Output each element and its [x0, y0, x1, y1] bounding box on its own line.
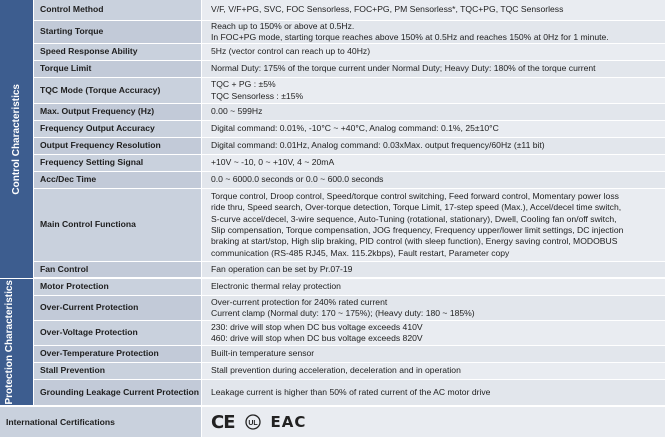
spec-value [202, 346, 665, 362]
spec-value-line: 0.0 ~ 6000.0 seconds or 0.0 ~ 600.0 seconds [211, 174, 384, 185]
spec-value [202, 44, 665, 60]
spec-value-line: +10V ~ -10, 0 ~ +10V, 4 ~ 20mA [211, 157, 335, 168]
category-protection-label: Protection Characteristics [3, 279, 15, 405]
spec-value-line: 5Hz (vector control can reach up to 40Hz) [211, 46, 371, 57]
category-protection [0, 279, 33, 405]
spec-value [202, 363, 665, 379]
spec-value-line: Leakage current is higher than 50% of rated current of the AC motor drive [211, 386, 491, 397]
spec-value [202, 296, 665, 320]
spec-label: Max. Output Frequency (Hz) [34, 104, 202, 120]
spec-value-line: Built-in temperature sensor [211, 348, 315, 359]
spec-label: Starting Torque [34, 21, 202, 43]
spec-row [34, 0, 665, 21]
spec-row [34, 61, 665, 78]
spec-row [34, 78, 665, 104]
spec-value-line: Over-current protection for 240% rated current [211, 296, 388, 307]
spec-value [202, 104, 665, 120]
spec-row [34, 121, 665, 138]
spec-label: Over-Voltage Protection [34, 321, 202, 345]
spec-value-line: 460: drive will stop when DC bus voltage exceeds 820V [211, 333, 423, 343]
spec-value-line: Electronic thermal relay protection [211, 281, 341, 292]
spec-value [202, 172, 665, 188]
ce-mark-icon: CE [211, 411, 235, 433]
spec-value [202, 78, 665, 103]
certifications-logos [202, 407, 665, 437]
spec-label: Acc/Dec Time [34, 172, 202, 188]
spec-row [34, 189, 665, 262]
spec-value-line: Stall prevention during acceleration, deceleration and in operation [211, 365, 461, 376]
spec-value-line: Normal Duty: 175% of the torque current under Normal Duty; Heavy Duty: 180% of the torque current [211, 63, 596, 74]
spec-value [202, 155, 665, 171]
spec-value-line: Fan operation can be set by Pr.07-19 [211, 263, 353, 274]
category-control-label: Control Characteristics [10, 83, 22, 195]
spec-value-line: Reach up to 150% or above at 0.5Hz. [211, 20, 355, 31]
spec-label: Output Frequency Resolution [34, 138, 202, 154]
certifications-row [0, 406, 665, 437]
eac-mark-icon: EAC [270, 413, 307, 431]
spec-label: Speed Response Ability [34, 44, 202, 60]
spec-label: Motor Protection [34, 279, 202, 295]
spec-value [202, 380, 665, 405]
spec-value-line: Current clamp (Normal duty: 170 ~ 175%); (Heavy duty: 180 ~ 185%) [211, 308, 475, 318]
spec-row [34, 138, 665, 155]
category-control [0, 0, 33, 278]
spec-value-line: V/F, V/F+PG, SVC, FOC Sensorless, FOC+PG, PM Sensorless*, TQC+PG, TQC Sensorless [211, 4, 564, 15]
spec-value-line: Digital command: 0.01Hz, Analog command: 0.03xMax. output frequency/60Hz (±11 bit) [211, 140, 545, 151]
spec-value-line: 230: drive will stop when DC bus voltage exceeds 410V [211, 321, 423, 332]
spec-value-line: TQC Sensorless : ±15% [211, 90, 304, 101]
spec-row [34, 296, 665, 321]
spec-value-line: Torque control, Droop control, Speed/torque control switching, Feed forward control, Momentary power loss [211, 190, 619, 201]
spec-value [202, 0, 665, 20]
spec-label: Torque Limit [34, 61, 202, 77]
spec-label: Grounding Leakage Current Protection [34, 380, 202, 405]
spec-value [202, 262, 665, 277]
spec-label: Over-Temperature Protection [34, 346, 202, 362]
spec-label: Over-Current Protection [34, 296, 202, 320]
spec-row [34, 262, 665, 278]
ul-mark-icon [245, 414, 261, 430]
spec-label: Main Control Functiona [34, 189, 202, 261]
spec-label: Frequency Setting Signal [34, 155, 202, 171]
spec-value-line: TQC + PG : ±5% [211, 79, 276, 90]
spec-value-line: braking at start/stop, High slip braking, PID control (with sleep function), Energy saving control, MODOBUS [211, 236, 618, 247]
spec-value [202, 121, 665, 137]
spec-label: Fan Control [34, 262, 202, 277]
spec-row [34, 104, 665, 121]
spec-row [34, 155, 665, 172]
spec-value-line: Digital command: 0.01%, -10°C ~ +40°C, Analog command: 0.1%, 25±10°C [211, 123, 499, 134]
spec-value [202, 279, 665, 295]
spec-value [202, 61, 665, 77]
spec-row [34, 380, 665, 406]
certifications-label: International Certifications [0, 407, 202, 437]
spec-value-line: S-curve accel/decel, 3-wire sequence, Auto-Tuning (rotational, stationary), Dwell, Cooling fan on/off switch, [211, 213, 617, 224]
spec-row [34, 363, 665, 380]
spec-label: Stall Prevention [34, 363, 202, 379]
spec-value [202, 321, 665, 345]
spec-value-line: communication (RS-485 RJ45, Max. 115.2kbps), Fault restart, Parameter copy [211, 247, 510, 258]
spec-label: Frequency Output Accuracy [34, 121, 202, 137]
spec-value-line: 0.00 ~ 599Hz [211, 106, 263, 117]
spec-row [34, 172, 665, 189]
spec-value-line: In FOC+PG mode, starting torque reaches above 150% at 0.5Hz and reaches 150% at 0Hz for 1 minute. [211, 32, 609, 42]
spec-row [34, 346, 665, 363]
spec-value-line: ride thru, Speed search, Over-torque detection, Torque Limit, 17-step speed (Max.), Accel/decel time switch, [211, 202, 622, 213]
spec-label: TQC Mode (Torque Accuracy) [34, 78, 202, 103]
spec-row [34, 44, 665, 61]
spec-row [34, 279, 665, 296]
spec-value [202, 189, 665, 261]
spec-label: Control Method [34, 0, 202, 20]
spec-value [202, 21, 665, 43]
spec-row [34, 321, 665, 346]
ul-mark-text: UL [247, 419, 258, 427]
spec-value-line: Slip compensation, Torque compensation, JOG frequency, Frequency upper/lower limit settings, DC injection [211, 225, 624, 235]
spec-value [202, 138, 665, 154]
spec-row [34, 21, 665, 44]
